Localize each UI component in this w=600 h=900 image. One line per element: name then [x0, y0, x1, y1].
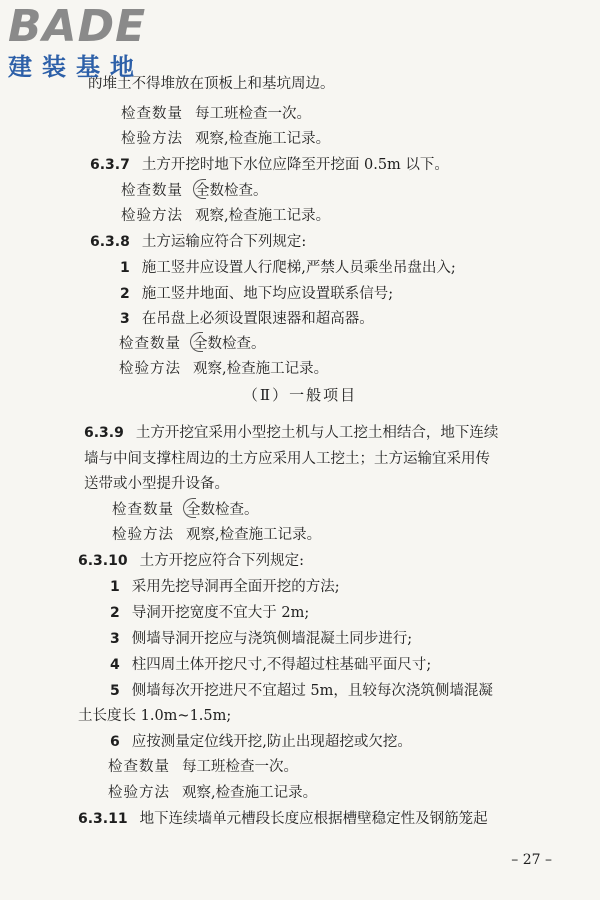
inspection-quantity-label: 检查数量 [121, 106, 183, 122]
list-item [110, 655, 431, 675]
list-item [110, 629, 412, 649]
inspection-method-label: 检验方法 [112, 527, 174, 543]
pen-mark [193, 179, 206, 199]
item-number: 2 [110, 605, 120, 621]
item-text: 侧墙导洞开挖应与浇筑侧墙混凝土同步进行; [131, 631, 413, 647]
logo-text: BADE [8, 1, 147, 52]
section-heading: （Ⅱ）一般项目 [242, 386, 358, 404]
clause-text: 土方开挖应符合下列规定: [139, 553, 304, 569]
clause-6-3-7 [90, 155, 449, 175]
item-text: 施工竖井地面、地下均应设置联系信号; [141, 286, 394, 302]
inspection-method-line [108, 783, 317, 803]
list-item [120, 309, 374, 329]
inspection-method-line [119, 359, 328, 379]
item-text: 在吊盘上必须设置限速器和超高器。 [141, 311, 374, 327]
item-text: 施工竖井应设置人行爬梯,严禁人员乘坐吊盘出入; [141, 260, 456, 276]
inspection-quantity-label: 检查数量 [108, 759, 170, 775]
pen-mark [190, 332, 203, 352]
inspection-quantity-value: 全数检查。 [186, 502, 259, 518]
item-number: 1 [120, 260, 130, 276]
line-text: 送带或小型提升设备。 [84, 476, 229, 492]
line-text: 土长度长 1.0m~1.5m; [78, 708, 232, 724]
inspection-quantity-label: 检查数量 [112, 502, 174, 518]
item-number: 1 [110, 579, 120, 595]
inspection-method-label: 检验方法 [121, 208, 183, 224]
clause-number: 6.3.10 [78, 553, 128, 569]
list-item [110, 681, 493, 701]
item-number: 5 [110, 683, 120, 699]
inspection-method-label: 检验方法 [119, 361, 181, 377]
site-logo [8, 1, 147, 82]
logo-subtext: 建装基地 [8, 53, 144, 81]
item-number: 6 [110, 734, 120, 750]
clause-text: 土方开挖时地下水位应降至开挖面 0.5m 以下。 [141, 157, 449, 173]
inspection-method-line [112, 525, 321, 545]
inspection-quantity-value: 全数检查。 [193, 336, 266, 352]
item-text: 应按测量定位线开挖,防止出现超挖或欠挖。 [131, 734, 412, 750]
clause-number: 6.3.8 [90, 234, 130, 250]
clause-text: 地下连续墙单元槽段长度应根据槽壁稳定性及钢筋笼起 [139, 811, 488, 827]
pen-mark [183, 498, 196, 518]
inspection-method-value: 观察,检查施工记录。 [193, 361, 329, 377]
line-text: 的堆土不得堆放在顶板上和基坑周边。 [88, 76, 335, 92]
clause-number: 6.3.9 [84, 425, 124, 441]
inspection-method-line [121, 206, 330, 226]
list-item [120, 284, 393, 304]
clause-number: 6.3.11 [78, 811, 128, 827]
text-line [78, 706, 231, 726]
text-line [84, 474, 229, 494]
inspection-quantity-label: 检查数量 [121, 183, 183, 199]
item-text: 柱四周土体开挖尺寸,不得超过柱基础平面尺寸; [131, 657, 432, 673]
inspection-method-value: 观察,检查施工记录。 [186, 527, 322, 543]
inspection-method-value: 观察,检查施工记录。 [195, 131, 331, 147]
clause-6-3-8 [90, 232, 306, 252]
item-number: 4 [110, 657, 120, 673]
item-text: 侧墙每次开挖进尺不宜超过 5m，且较每次浇筑侧墙混凝 [131, 683, 493, 699]
item-number: 3 [120, 311, 130, 327]
list-item [110, 603, 309, 623]
inspection-quantity-value: 全数检查。 [195, 183, 268, 199]
inspection-method-line [121, 129, 330, 149]
text-line [84, 449, 490, 469]
page-number: – 27 – [511, 852, 552, 868]
inspection-method-label: 检验方法 [108, 785, 170, 801]
list-item [120, 258, 456, 278]
inspection-method-label: 检验方法 [121, 131, 183, 147]
item-number: 2 [120, 286, 130, 302]
clause-6-3-11 [78, 809, 488, 829]
item-text: 导洞开挖宽度不宜大于 2m; [131, 605, 310, 621]
line-text: 墙与中间支撑柱周边的土方应采用人工挖土；土方运输宜采用传 [84, 451, 490, 467]
clause-text: 土方开挖宜采用小型挖土机与人工挖土相结合，地下连续 [135, 425, 499, 441]
inspection-quantity-label: 检查数量 [119, 336, 181, 352]
item-text: 采用先挖导洞再全面开挖的方法; [131, 579, 340, 595]
inspection-quantity-line [121, 104, 311, 124]
inspection-quantity-line [108, 757, 298, 777]
clause-6-3-10 [78, 551, 304, 571]
inspection-quantity-value: 每工班检查一次。 [195, 106, 311, 122]
inspection-method-value: 观察,检查施工记录。 [195, 208, 331, 224]
clause-number: 6.3.7 [90, 157, 130, 173]
inspection-method-value: 观察,检查施工记录。 [182, 785, 318, 801]
list-item [110, 577, 340, 597]
clause-text: 土方运输应符合下列规定: [141, 234, 307, 250]
item-number: 3 [110, 631, 120, 647]
list-item [110, 732, 412, 752]
inspection-quantity-value: 每工班检查一次。 [182, 759, 298, 775]
clause-6-3-9 [84, 423, 498, 443]
